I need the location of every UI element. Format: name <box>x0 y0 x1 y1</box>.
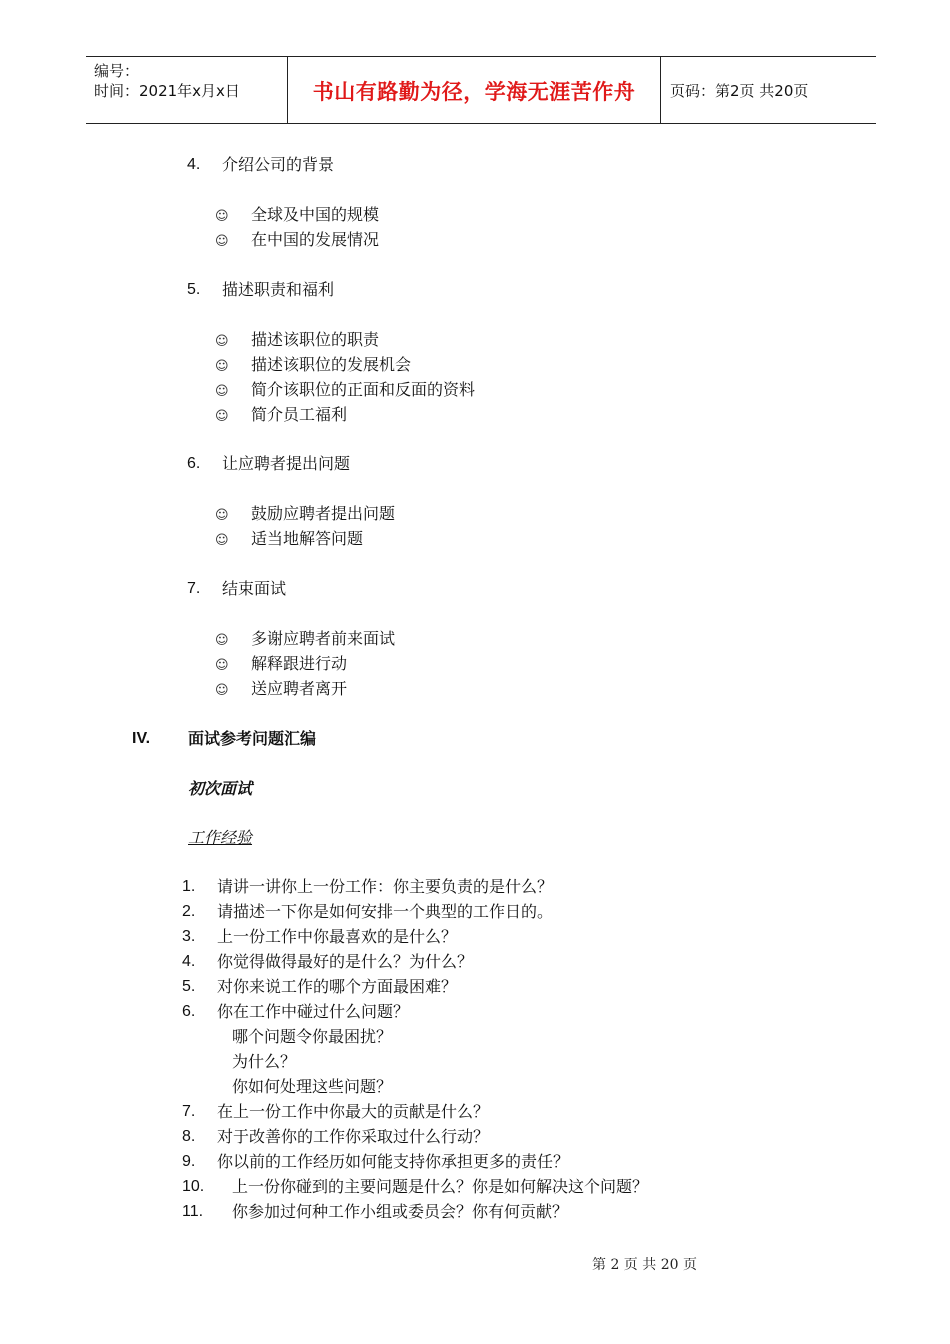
question-text: 你在工作中碰过什么问题？ <box>217 1002 410 1021</box>
question-number: 8. <box>182 1128 196 1145</box>
smiley-bullet-icon: ☺ <box>215 533 229 548</box>
header-divider <box>660 57 661 124</box>
smiley-bullet-icon: ☺ <box>215 409 229 424</box>
subheading-initial-interview: 初次面试 <box>188 779 253 798</box>
question-text: 你觉得做得最好的是什么？为什么？ <box>217 952 474 971</box>
step-title: 结束面试 <box>222 579 287 598</box>
smiley-bullet-icon: ☺ <box>215 234 229 249</box>
step-title: 描述职责和福利 <box>222 280 335 299</box>
question-text: 上一份工作中你最喜欢的是什么？ <box>217 927 458 946</box>
question-number: 3. <box>182 928 196 945</box>
question-subtext: 为什么？ <box>232 1052 297 1071</box>
step-item: 多谢应聘者前来面试 <box>251 629 396 648</box>
step-number: 6. <box>187 455 201 472</box>
page-header <box>86 56 876 124</box>
page-footer: 第 2 页 共 20 页 <box>592 1257 697 1273</box>
header-page-number: 页码：第2页 共20页 <box>670 82 809 100</box>
step-number: 4. <box>187 156 201 173</box>
question-text: 对你来说工作的哪个方面最困难？ <box>217 977 458 996</box>
question-number: 2. <box>182 903 196 920</box>
step-item: 简介该职位的正面和反面的资料 <box>251 380 476 399</box>
step-item: 在中国的发展情况 <box>251 230 380 249</box>
header-motto: 书山有路勤为径，学海无涯苦作舟 <box>312 78 636 104</box>
step-item: 描述该职位的职责 <box>251 330 380 349</box>
question-subtext: 你如何处理这些问题？ <box>232 1077 393 1096</box>
question-text: 在上一份工作中你最大的贡献是什么？ <box>217 1102 490 1121</box>
section-title: 面试参考问题汇编 <box>188 729 317 748</box>
question-number: 1. <box>182 878 196 895</box>
question-subtext: 哪个问题令你最困扰？ <box>232 1027 393 1046</box>
question-text: 请描述一下你是如何安排一个典型的工作日的。 <box>217 902 554 921</box>
step-item: 送应聘者离开 <box>251 679 348 698</box>
question-number: 10. <box>182 1178 205 1195</box>
question-text: 上一份你碰到的主要问题是什么？你是如何解决这个问题？ <box>232 1177 649 1196</box>
smiley-bullet-icon: ☺ <box>215 334 229 349</box>
document-time-label: 时间：2021年x月x日 <box>94 82 240 100</box>
step-number: 5. <box>187 281 201 298</box>
document-id-label: 编号： <box>94 62 140 80</box>
question-number: 11. <box>182 1203 204 1220</box>
section-number: IV. <box>132 730 151 747</box>
smiley-bullet-icon: ☺ <box>215 209 229 224</box>
question-text: 你参加过何种工作小组或委员会？你有何贡献？ <box>232 1202 569 1221</box>
step-number: 7. <box>187 580 201 597</box>
step-item: 适当地解答问题 <box>251 529 364 548</box>
question-number: 6. <box>182 1003 196 1020</box>
smiley-bullet-icon: ☺ <box>215 508 229 523</box>
step-item: 解释跟进行动 <box>251 654 348 673</box>
header-meta <box>94 61 286 101</box>
question-number: 5. <box>182 978 196 995</box>
step-title: 让应聘者提出问题 <box>222 454 351 473</box>
question-text: 对于改善你的工作你采取过什么行动？ <box>217 1127 490 1146</box>
smiley-bullet-icon: ☺ <box>215 658 229 673</box>
smiley-bullet-icon: ☺ <box>215 633 229 648</box>
question-number: 9. <box>182 1153 196 1170</box>
step-item: 全球及中国的规模 <box>251 205 380 224</box>
step-item: 描述该职位的发展机会 <box>251 355 412 374</box>
step-title: 介绍公司的背景 <box>222 155 335 174</box>
smiley-bullet-icon: ☺ <box>215 384 229 399</box>
question-text: 请讲一讲你上一份工作：你主要负责的是什么？ <box>217 877 554 896</box>
smiley-bullet-icon: ☺ <box>215 683 229 698</box>
question-number: 4. <box>182 953 196 970</box>
subsection-work-experience: 工作经验 <box>188 828 253 847</box>
step-item: 简介员工福利 <box>251 405 348 424</box>
step-item: 鼓励应聘者提出问题 <box>251 504 396 523</box>
question-number: 7. <box>182 1103 196 1120</box>
smiley-bullet-icon: ☺ <box>215 359 229 374</box>
question-text: 你以前的工作经历如何能支持你承担更多的责任？ <box>217 1152 570 1171</box>
